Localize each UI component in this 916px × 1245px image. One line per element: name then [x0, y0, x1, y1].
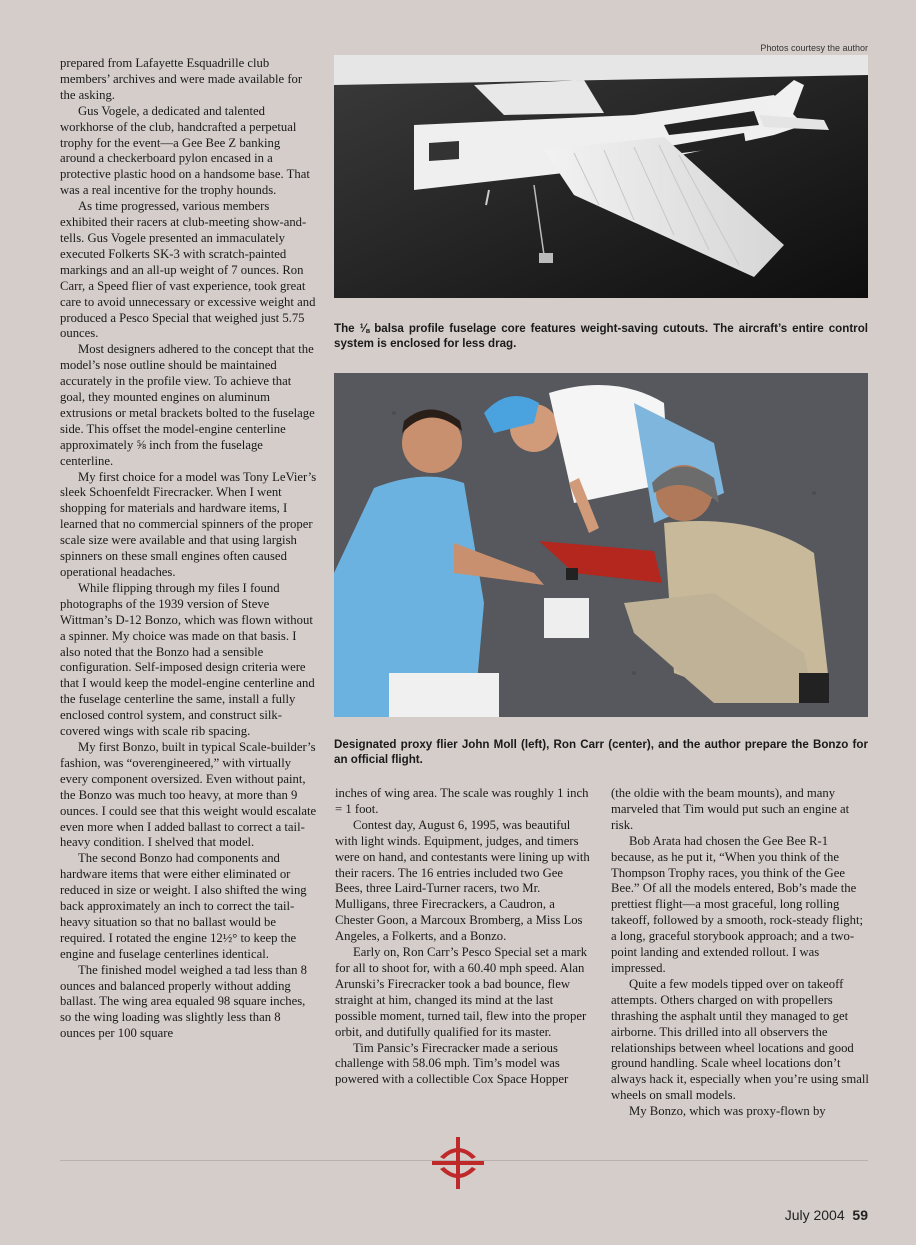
paragraph: The finished model weighed a tad less than 8 ounces and balanced properly without adding ballast. The wing area equaled 98 square inches, so the wing loading was slightly less than 8 ounces per 100 square — [60, 962, 308, 1041]
paragraph: My first Bonzo, built in typical Scale-builder’s fashion, was “overengineered,” with virtually every component oversized. Even without paint, the Bonzo was much too heavy, at more than 9 ounces. I could see that this weight would escalate even more when I added ballast to correct a tail-heavy condition. I shelved that model. — [60, 739, 317, 850]
paragraph: (the oldie with the beam mounts), and many marveled that Tim would put such an engine at risk. — [611, 786, 850, 832]
paragraph: While flipping through my files I found photographs of the 1939 version of Steve Wittman’s D-12 Bonzo, which was flown without a spinner. My choice was made on that basis. I also noted that the Bonzo had a sensible configuration. Self-imposed design criteria were that I would keep the model-engine centerline and the fuselage centerline the same, install a fully enclosed control system, and construct silk-covered wings with scale rib spacing. — [60, 580, 315, 739]
paragraph: Early on, Ron Carr’s Pesco Special set a mark for all to shoot for, with a 60.40 mph speed. Alan Arunski’s Firecracker took a bad bounce, flew straight at him, changed its mind at the last possible moment, turned tail, flew into the proper orbit, and dutifully qualified for its master. — [335, 945, 588, 1039]
balsa-model-photo — [334, 55, 868, 298]
ama-logo-icon — [430, 1135, 486, 1191]
paragraph: Bob Arata had chosen the Gee Bee R-1 because, as he put it, “When you think of the Thompson Trophy races, you think of the Gee Bee.” Of all the models entered, Bob’s made the prettiest flight—a most graceful, long rolling takeoff, followed by a smooth, rock-steady flight; a long, graceful storybook approach; and a two-point landing and extended rollout. I was impressed. — [611, 833, 864, 975]
photo-credit: Photos courtesy the author — [760, 43, 868, 53]
page-number: 59 — [852, 1207, 868, 1223]
photo-caption-2: Designated proxy flier John Moll (left), Ron Carr (center), and the author prepare the Bonzo for an official flight. — [334, 738, 868, 766]
paragraph: The second Bonzo had components and hardware items that were either eliminated or reduced in size or weight. I also shifted the wing back approximately an inch to correct the tail-heavy situation so that no ballast would be required. I rotated the engine 12½° to keep the engine and fuselage centerlines identical. — [60, 851, 307, 961]
text-column-1 — [60, 56, 318, 1042]
paragraph: Contest day, August 6, 1995, was beautiful with light winds. Equipment, judges, and timers were on hand, and contestants were lining up with their racers. The 16 entries included two Gee Bees, three Laird-Turner racers, two Mr. Mulligans, three Firecrackers, a Caudron, a Chester Goon, a Marcoux Bromberg, a Miss Los Angeles, a Folkerts, and a Bonzo. — [335, 817, 590, 944]
paragraph: As time progressed, various members exhibited their racers at club-meeting show-and-tells. Gus Vogele presented an immaculately executed Folkerts SK-3 with scratch-painted markings and an all-up weight of 7 ounces. Ron Carr, a Speed flier of vast experience, took great care to avoid unnecessary or excessive weight and produced a Pesco Special that weighed just 5.75 ounces. — [60, 199, 316, 341]
paragraph: Gus Vogele, a dedicated and talented workhorse of the club, handcrafted a perpetual trophy for the event—a Gee Bee Z banking around a checkerboard pylon encased in a protective plastic hood on a handsome base. That was a real incentive for the trophy hounds. — [60, 103, 310, 198]
paragraph: inches of wing area. The scale was roughly 1 inch = 1 foot. — [335, 786, 589, 816]
issue-date: July 2004 — [784, 1207, 845, 1223]
photo-caption-1: The ⅛ balsa profile fuselage core features weight-saving cutouts. The aircraft’s entire control system is enclosed for less drag. — [334, 322, 868, 350]
text-column-2 — [335, 786, 593, 1088]
flight-prep-photo — [334, 373, 868, 717]
paragraph: prepared from Lafayette Esquadrille club members’ archives and were made available for the asking. — [60, 56, 303, 102]
text-column-3 — [611, 786, 869, 1120]
three-men-illustration — [334, 373, 868, 717]
paragraph: Quite a few models tipped over on takeoff attempts. Others charged on with propellers thrashing the asphalt until they managed to get airborne. This drilled into all observers the relationships between wheel locations and good ground handling. Scale wheel locations don’t always hack it, especially when you’re using small wheels on small models. — [611, 976, 869, 1103]
paragraph: My first choice for a model was Tony LeVier’s sleek Schoenfeldt Firecracker. When I went shopping for materials and hardware items, I learned that no commercial spinners of the proper scale size were available and that using largish spinners on these small engines often caused operational headaches. — [60, 469, 317, 579]
balsa-model-illustration — [334, 55, 868, 298]
paragraph: My Bonzo, which was proxy-flown by — [629, 1104, 826, 1119]
paragraph: Most designers adhered to the concept that the model’s nose outline should be maintained accurately in the profile view. To achieve that goal, they mounted engines on aluminum extrusions or metal brackets bolted to the fuselage side. This offset the model-engine centerline approximately ⅝ inch from the fuselage centerline. — [60, 342, 315, 468]
page-footer — [785, 1207, 868, 1223]
paragraph: Tim Pansic’s Firecracker made a serious challenge with 58.06 mph. Tim’s model was powered with a collectible Cox Space Hopper — [335, 1040, 569, 1087]
